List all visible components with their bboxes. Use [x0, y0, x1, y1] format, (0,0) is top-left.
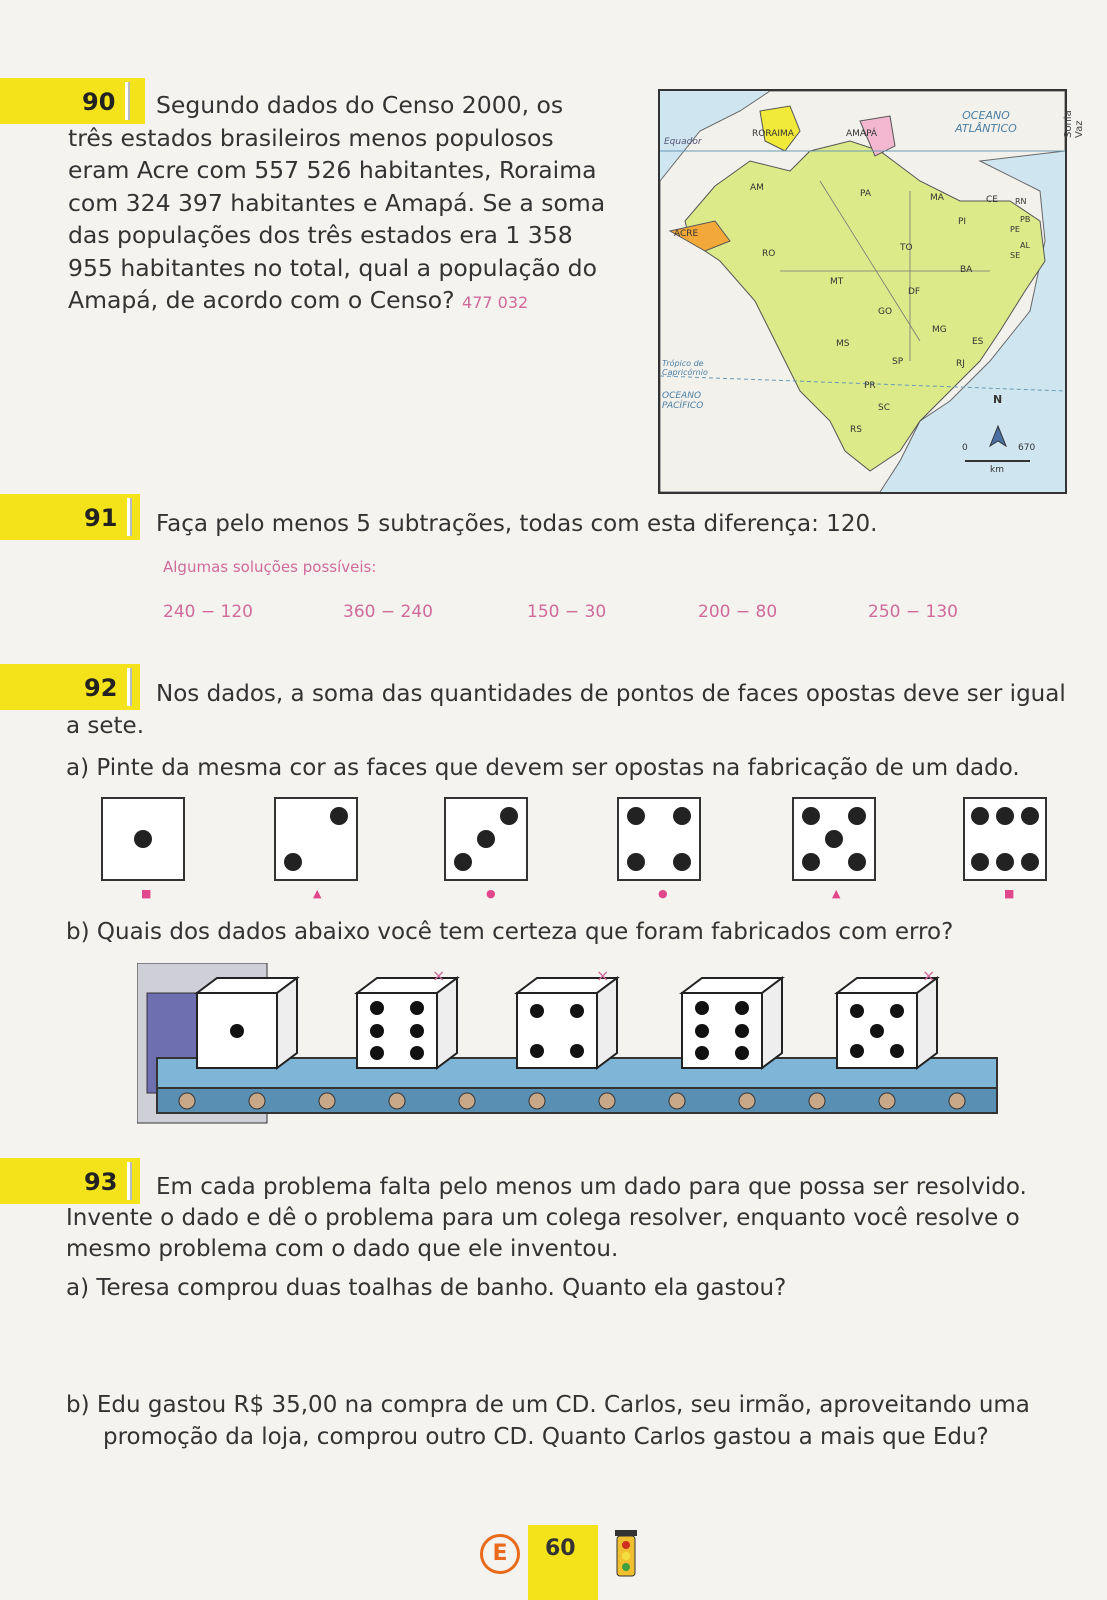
q93-text: Em cada problema falta pelo menos um dado para que possa ser resolvido. Invente o dado e dê o problema para um colega resolver, enquanto você resolve o mesmo problema com o dado que ele inventou.: [66, 1174, 1027, 1262]
map-scale-unit: km: [990, 465, 1004, 475]
map-label-rj: RJ: [956, 359, 965, 369]
map-label-ma: MA: [930, 193, 944, 203]
q91-number: 91: [70, 498, 130, 536]
q91-solutions-label: Algumas soluções possíveis:: [163, 558, 377, 576]
die-face-6: [963, 797, 1047, 881]
triangle-mark-icon: ▲: [832, 887, 841, 900]
traffic-light-icon: [615, 1528, 637, 1582]
error-mark-3: ×: [922, 966, 936, 985]
q91-solution-1: 240 − 120: [163, 602, 253, 622]
q92-number: 92: [70, 668, 130, 706]
brazil-map-drawing: [660, 91, 1065, 492]
map-label-pr: PR: [864, 381, 876, 391]
die-face-2: [274, 797, 358, 881]
map-label-tropico: Trópico de Capricórnio: [662, 359, 708, 377]
q91-solution-4: 200 − 80: [698, 602, 778, 622]
map-label-mt: MT: [830, 277, 844, 287]
circle-mark-icon: ●: [658, 887, 668, 900]
triangle-mark-icon: ▲: [313, 887, 322, 900]
brazil-map: [658, 89, 1067, 494]
map-label-go: GO: [878, 307, 893, 317]
page-number: 60: [545, 1536, 576, 1561]
q91-text: Faça pelo menos 5 subtrações, todas com esta diferença: 120.: [156, 511, 878, 537]
die-face-4: [617, 797, 701, 881]
map-scale-start: 0: [962, 443, 968, 453]
error-mark-2: ×: [596, 966, 610, 985]
map-label-pe: PE: [1010, 225, 1020, 234]
square-mark-icon: ■: [141, 887, 152, 900]
q90-number: 90: [68, 82, 128, 120]
error-mark-1: ×: [432, 966, 446, 985]
square-mark-icon: ■: [1004, 887, 1015, 900]
footer-badge: E: [480, 1534, 520, 1574]
map-label-es: ES: [972, 337, 984, 347]
map-label-pi: PI: [958, 217, 967, 227]
q93-item-b: b) Edu gastou R$ 35,00 na compra de um CD. Carlos, seu irmão, aproveitando uma promoção da loja, comprou outro CD. Quanto Carlos gastou a mais que Edu?: [66, 1392, 1030, 1450]
map-label-al: AL: [1020, 241, 1030, 250]
q90-answer: 477 032: [462, 293, 529, 312]
map-label-equador: Equador: [664, 137, 702, 147]
map-label-pa: PA: [860, 189, 872, 199]
q93-item-a: a) Teresa comprou duas toalhas de banho. Quanto ela gastou?: [66, 1275, 787, 1301]
q92-text: Nos dados, a soma das quantidades de pontos de faces opostas deve ser igual a sete.: [66, 681, 1066, 739]
q91-solution-5: 250 − 130: [868, 602, 958, 622]
map-label-ce: CE: [986, 195, 998, 205]
q90-text: Segundo dados do Censo 2000, os três estados brasileiros menos populosos eram Acre com 557 526 habitantes, Roraima com 324 397 habitantes e Amapá. Se a soma das populações dos três estados era 1 358 955 habitantes no total, qual a população do Amapá, de acordo com o Censo?: [68, 91, 606, 314]
q93-number: 93: [70, 1162, 130, 1200]
q92-item-b: b) Quais dos dados abaixo você tem certeza que foram fabricados com erro?: [66, 919, 954, 945]
map-label-pacific: OCEANO PACÍFICO: [662, 391, 704, 411]
map-label-rs: RS: [850, 425, 862, 435]
die-face-5: [792, 797, 876, 881]
map-label-sp: SP: [892, 357, 904, 367]
map-label-am: AM: [750, 183, 764, 193]
q91-solution-2: 360 − 240: [343, 602, 433, 622]
map-label-df: DF: [908, 287, 921, 297]
q91-solution-3: 150 − 30: [527, 602, 607, 622]
map-label-sc: SC: [878, 403, 890, 413]
map-label-ba: BA: [960, 265, 973, 275]
die-face-3: [444, 797, 528, 881]
q92-item-a: a) Pinte da mesma cor as faces que devem ser opostas na fabricação de um dado.: [66, 755, 1020, 781]
map-label-rn: RN: [1015, 197, 1027, 206]
map-label-ro: RO: [762, 249, 776, 259]
die-face-1: [101, 797, 185, 881]
north-arrow-icon: [990, 426, 1006, 446]
map-label-atlantic: OCEANO ATLÂNTICO: [955, 109, 1017, 135]
map-label-acre: ACRE: [674, 229, 699, 239]
map-label-ms: MS: [836, 339, 850, 349]
map-credit: Sonia Vaz: [1063, 110, 1085, 138]
map-label-se: SE: [1010, 251, 1021, 260]
conveyor-illustration: [137, 963, 1007, 1126]
map-label-mg: MG: [932, 325, 947, 335]
map-label-amapa: AMAPÁ: [846, 129, 878, 139]
map-north-label: N: [993, 393, 1003, 406]
map-scale-end: 670: [1018, 443, 1036, 453]
circle-mark-icon: ●: [486, 887, 496, 900]
map-label-to: TO: [900, 243, 913, 253]
map-label-pb: PB: [1020, 215, 1031, 224]
map-label-roraima: RORAIMA: [752, 129, 794, 139]
